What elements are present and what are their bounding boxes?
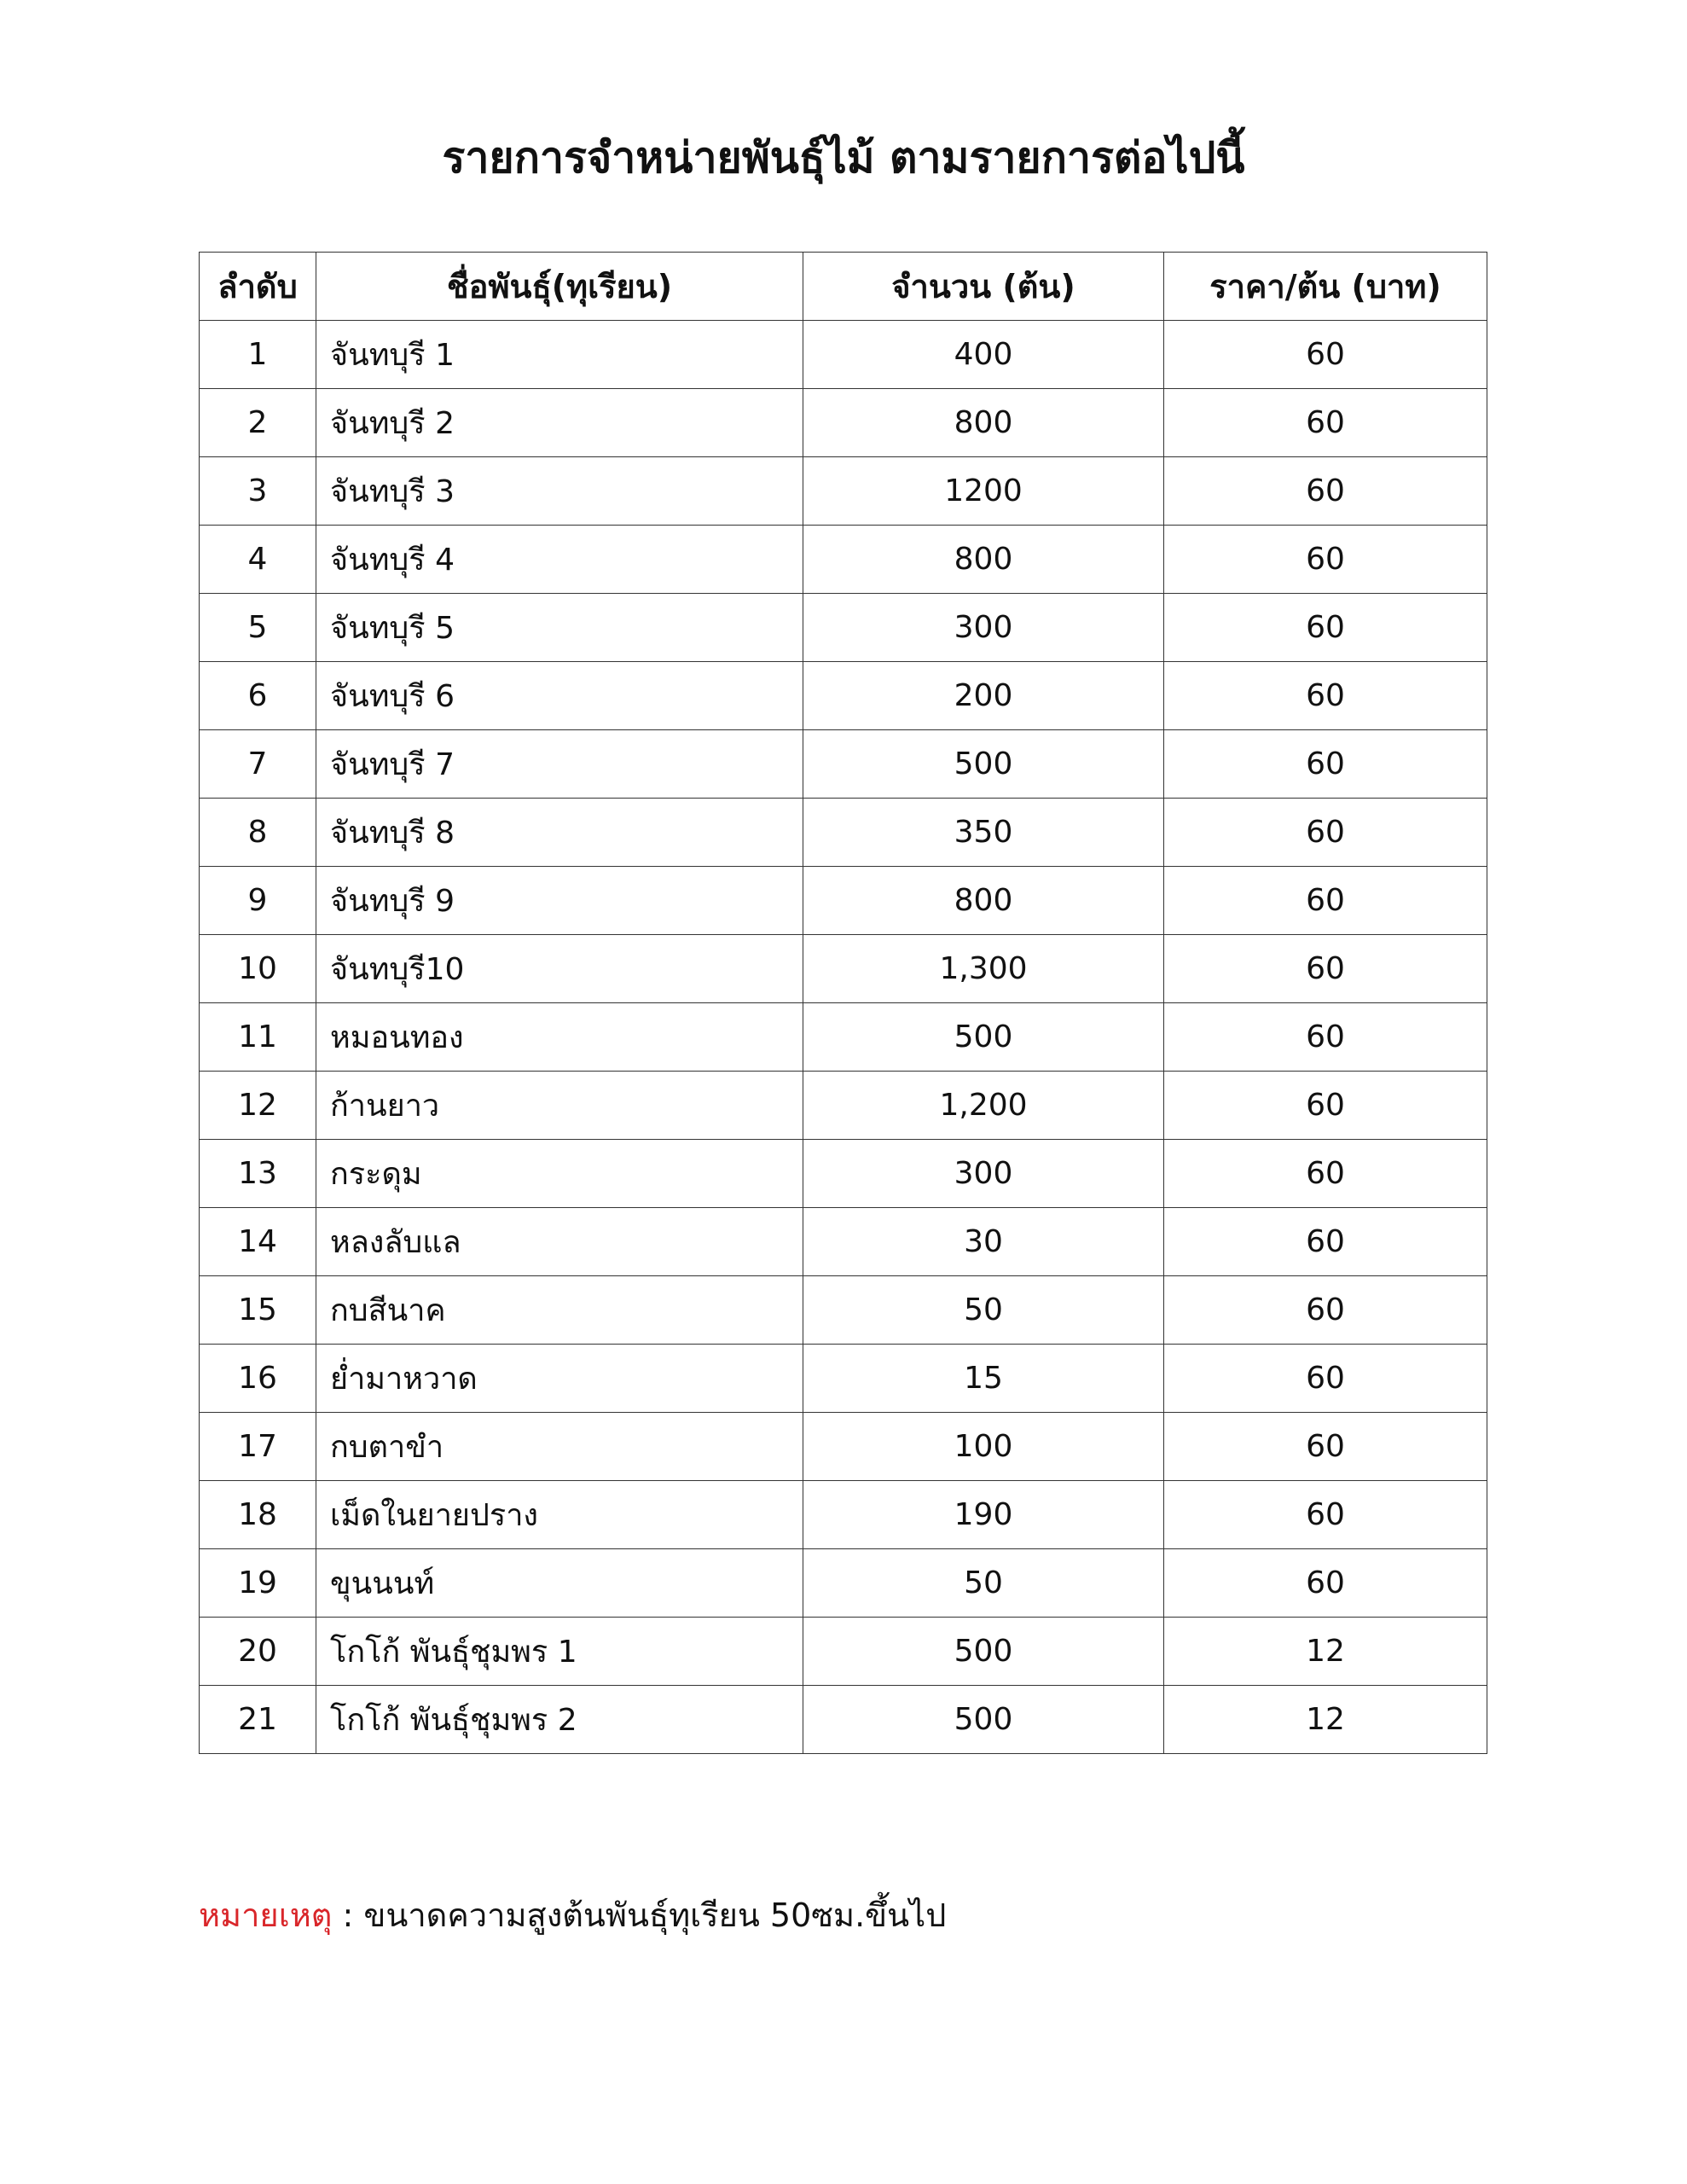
cell-price: 60 [1164, 1276, 1487, 1345]
header-name: ชื่อพันธุ์(ทุเรียน) [316, 253, 803, 321]
footnote-text: ขนาดความสูงต้นพันธุ์ทุเรียน 50ซม.ขึ้นไป [363, 1896, 947, 1934]
cell-qty: 100 [803, 1413, 1164, 1481]
cell-qty: 200 [803, 662, 1164, 730]
cell-name: จันทบุรี 5 [316, 594, 803, 662]
header-qty: จำนวน (ต้น) [803, 253, 1164, 321]
cell-no: 19 [200, 1549, 316, 1618]
table-row [200, 730, 1487, 799]
cell-price: 60 [1164, 321, 1487, 389]
cell-price: 60 [1164, 1345, 1487, 1413]
cell-price: 60 [1164, 594, 1487, 662]
cell-qty: 500 [803, 1003, 1164, 1072]
table-row [200, 389, 1487, 457]
cell-qty: 500 [803, 1618, 1164, 1686]
table-row [200, 799, 1487, 867]
cell-no: 1 [200, 321, 316, 389]
cell-price: 60 [1164, 662, 1487, 730]
cell-name: จันทบุรี 3 [316, 457, 803, 526]
cell-name: หมอนทอง [316, 1003, 803, 1072]
cell-qty: 30 [803, 1208, 1164, 1276]
cell-name: โกโก้ พันธุ์ชุมพร 2 [316, 1686, 803, 1754]
cell-name: จันทบุรี 4 [316, 526, 803, 594]
cell-no: 8 [200, 799, 316, 867]
cell-name: จันทบุรี 9 [316, 867, 803, 935]
table-row [200, 1481, 1487, 1549]
cell-qty: 800 [803, 389, 1164, 457]
cell-no: 2 [200, 389, 316, 457]
cell-qty: 300 [803, 594, 1164, 662]
table-header-row [200, 253, 1487, 321]
cell-no: 10 [200, 935, 316, 1003]
cell-qty: 190 [803, 1481, 1164, 1549]
cell-name: กระดุม [316, 1140, 803, 1208]
cell-no: 6 [200, 662, 316, 730]
cell-price: 60 [1164, 1140, 1487, 1208]
cell-no: 14 [200, 1208, 316, 1276]
cell-no: 9 [200, 867, 316, 935]
cell-no: 12 [200, 1072, 316, 1140]
header-price: ราคา/ต้น (บาท) [1164, 253, 1487, 321]
cell-qty: 800 [803, 867, 1164, 935]
footnote-label: หมายเหตุ [199, 1896, 333, 1934]
cell-no: 16 [200, 1345, 316, 1413]
cell-price: 60 [1164, 1481, 1487, 1549]
table-row [200, 1208, 1487, 1276]
cell-qty: 1,200 [803, 1072, 1164, 1140]
cell-name: จันทบุรี 7 [316, 730, 803, 799]
cell-name: จันทบุรี 2 [316, 389, 803, 457]
cell-name: จันทบุรี 6 [316, 662, 803, 730]
table-body [200, 321, 1487, 1754]
cell-qty: 300 [803, 1140, 1164, 1208]
cell-price: 60 [1164, 799, 1487, 867]
cell-name: ขุนนนท์ [316, 1549, 803, 1618]
cell-qty: 1,300 [803, 935, 1164, 1003]
document-title: รายการจำหน่ายพันธุ์ไม้ ตามรายการต่อไปนี้ [442, 133, 1245, 183]
cell-price: 60 [1164, 389, 1487, 457]
plant-price-table [199, 252, 1487, 1754]
cell-no: 18 [200, 1481, 316, 1549]
table-row [200, 867, 1487, 935]
cell-name: ก้านยาว [316, 1072, 803, 1140]
table-row [200, 1072, 1487, 1140]
cell-no: 7 [200, 730, 316, 799]
cell-name: ย่ำมาหวาด [316, 1345, 803, 1413]
table-row [200, 1276, 1487, 1345]
cell-qty: 350 [803, 799, 1164, 867]
cell-name: กบสีนาค [316, 1276, 803, 1345]
footnote-separator: : [332, 1896, 364, 1934]
cell-name: จันทบุรี10 [316, 935, 803, 1003]
cell-qty: 400 [803, 321, 1164, 389]
table-row [200, 1140, 1487, 1208]
cell-no: 4 [200, 526, 316, 594]
cell-qty: 800 [803, 526, 1164, 594]
table-row [200, 1345, 1487, 1413]
table-row [200, 1618, 1487, 1686]
cell-qty: 50 [803, 1276, 1164, 1345]
table-row [200, 1549, 1487, 1618]
table-row [200, 594, 1487, 662]
cell-qty: 500 [803, 1686, 1164, 1754]
table-row [200, 1686, 1487, 1754]
cell-no: 3 [200, 457, 316, 526]
cell-price: 60 [1164, 526, 1487, 594]
cell-price: 60 [1164, 1003, 1487, 1072]
cell-qty: 50 [803, 1549, 1164, 1618]
table-row [200, 1003, 1487, 1072]
table-row [200, 457, 1487, 526]
cell-price: 12 [1164, 1686, 1487, 1754]
cell-name: จันทบุรี 8 [316, 799, 803, 867]
cell-no: 21 [200, 1686, 316, 1754]
cell-no: 15 [200, 1276, 316, 1345]
table-row [200, 526, 1487, 594]
cell-price: 60 [1164, 1208, 1487, 1276]
cell-qty: 1200 [803, 457, 1164, 526]
header-no: ลำดับ [200, 253, 316, 321]
cell-price: 60 [1164, 867, 1487, 935]
cell-name: จันทบุรี 1 [316, 321, 803, 389]
table-row [200, 1413, 1487, 1481]
table-row [200, 662, 1487, 730]
cell-name: กบตาขำ [316, 1413, 803, 1481]
cell-price: 60 [1164, 1549, 1487, 1618]
cell-no: 5 [200, 594, 316, 662]
cell-price: 60 [1164, 935, 1487, 1003]
cell-no: 17 [200, 1413, 316, 1481]
cell-qty: 500 [803, 730, 1164, 799]
cell-name: หลงลับแล [316, 1208, 803, 1276]
cell-qty: 15 [803, 1345, 1164, 1413]
table-row [200, 935, 1487, 1003]
cell-price: 60 [1164, 1072, 1487, 1140]
cell-name: โกโก้ พันธุ์ชุมพร 1 [316, 1618, 803, 1686]
cell-name: เม็ดในยายปราง [316, 1481, 803, 1549]
cell-price: 12 [1164, 1618, 1487, 1686]
cell-price: 60 [1164, 457, 1487, 526]
cell-price: 60 [1164, 1413, 1487, 1481]
cell-price: 60 [1164, 730, 1487, 799]
table-row [200, 321, 1487, 389]
footnote [199, 1890, 946, 1941]
cell-no: 11 [200, 1003, 316, 1072]
cell-no: 13 [200, 1140, 316, 1208]
cell-no: 20 [200, 1618, 316, 1686]
